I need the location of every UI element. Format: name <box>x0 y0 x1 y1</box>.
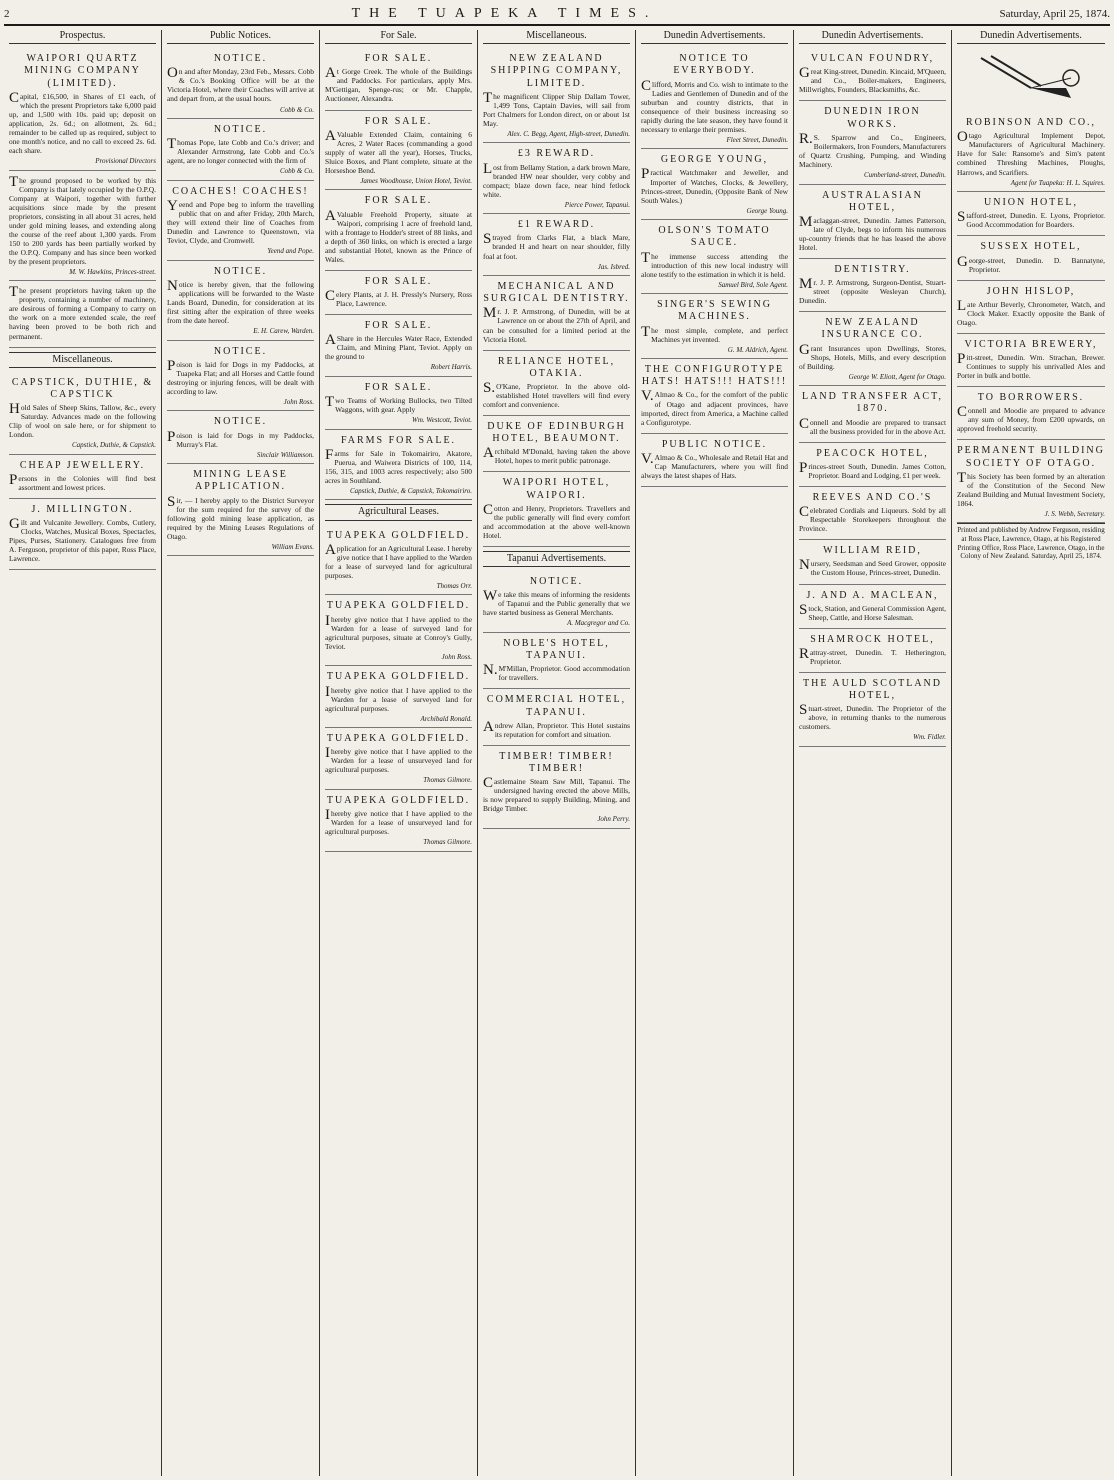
ad-signature: E. H. Carew, Warden. <box>253 327 314 336</box>
ad-body: V.Almao & Co., for the comfort of the public of Otago and adjacent provinces, have imported, direct from America, a Machine called a Configurotype. <box>641 388 788 427</box>
ad-title: NOTICE. <box>213 265 268 277</box>
ad-body: Application for an Agricultural Lease. I hereby give notice that I have applied to the Warden for a lease of surveyed land for agricultural purposes. <box>325 541 472 580</box>
advertisement <box>957 387 1105 440</box>
ad-body: Poison is laid for Dogs in my Paddocks, at Tuapeka Flat; and all Horses and Cattle found destroying or injuring fences, will be dealt with according to law. <box>167 357 314 396</box>
ad-title: LAND TRANSFER ACT, 1870. <box>802 391 943 415</box>
advertisement <box>957 112 1105 192</box>
ad-body: We take this means of informing the residents of Tapanui and the Public generally that we have started business as General Merchants. <box>483 588 630 618</box>
ad-body: Strayed from Clarks Flat, a black Mare, branded H and heart on near shoulder, filly foal at foot. <box>483 231 630 261</box>
advertisement <box>325 271 472 315</box>
advertisement <box>957 440 1105 523</box>
ad-title: REEVES AND CO.'S <box>812 491 933 503</box>
ad-title: CHEAP JEWELLERY. <box>19 459 146 471</box>
ad-signature: M. W. Hawkins, Princes-street. <box>69 267 156 276</box>
columns <box>4 30 1110 1476</box>
advertisement <box>9 48 156 170</box>
advertisement <box>799 487 946 540</box>
ad-signature: Jas. Isbred. <box>597 262 630 271</box>
ad-body: Persons in the Colonies will find best assortment and lowest prices. <box>9 471 156 492</box>
advertisement <box>325 377 472 430</box>
ad-title: £1 REWARD. <box>517 219 596 231</box>
ad-signature: George Young. <box>746 206 788 215</box>
ad-title: £3 REWARD. <box>517 148 596 160</box>
advertisement <box>799 101 946 184</box>
ad-title: FOR SALE. <box>364 115 433 127</box>
ad-body: Great King-street, Dunedin. Kincaid, M'Queen, and Co., Boiler-makers, Engineers, Millwrights, Founders, Blacksmiths, &c. <box>799 65 946 95</box>
ad-title: NOTICE. <box>213 345 268 357</box>
ad-signature: Wm. Fidler. <box>913 733 946 742</box>
advertisement <box>483 472 630 547</box>
ad-body: Connell and Moodie are prepared to transact all the business provided for in the above Act. <box>799 415 946 436</box>
ad-title: TUAPEKA GOLDFIELD. <box>326 671 471 683</box>
ad-title: WAIPORI QUARTZ MINING COMPANY (LIMITED). <box>24 53 141 89</box>
issue-date: Saturday, April 25, 1874. <box>999 8 1110 20</box>
section-heading: Tapanui Advertisements. <box>483 551 630 567</box>
advertisement <box>483 416 630 472</box>
ad-title: TUAPEKA GOLDFIELD. <box>326 733 471 745</box>
ad-body: Practical Watchmaker and Jeweller, and Importer of Watches, Clocks, & Jewellery, Princes-street, Dunedin, (Opposite Bank of New South Wales.) <box>641 166 788 205</box>
advertisement <box>799 48 946 101</box>
ad-title: WAIPORI HOTEL, WAIPORI. <box>502 477 611 501</box>
ad-body: N.M'Millan, Proprietor. Good accommodation for travellers. <box>483 662 630 683</box>
ad-signature: Thomas Gilmore. <box>423 776 472 785</box>
advertisement <box>483 351 630 416</box>
advertisement <box>483 276 630 351</box>
ad-body: The most simple, complete, and perfect Machines yet invented. <box>641 323 788 344</box>
advertisement <box>167 119 314 181</box>
ad-title: SUSSEX HOTEL, <box>980 241 1082 253</box>
advertisement <box>799 259 946 312</box>
ad-title: NOTICE. <box>213 53 268 65</box>
ad-title: PEACOCK HOTEL, <box>816 447 929 459</box>
ad-body: S.O'Kane, Proprietor. In the above old-established Hotel travellers will find every comfort and convenience. <box>483 379 630 409</box>
advertisement <box>483 746 630 829</box>
advertisement <box>957 281 1105 334</box>
ad-title: CAPSTICK, DUTHIE, & CAPSTICK <box>11 376 154 400</box>
ad-body: Pitt-street, Dunedin. Wm. Strachan, Brewer. Continues to supply his unrivalled Ales and Porter in bulk and bottle. <box>957 351 1105 381</box>
ad-title: MECHANICAL AND SURGICAL DENTISTRY. <box>483 281 630 305</box>
ad-signature: Capstick, Duthie, & Capstick. <box>72 441 156 450</box>
ad-signature: J. S. Webb, Secretary. <box>1044 509 1105 518</box>
ad-signature: Provisional Directors <box>95 156 156 165</box>
ad-body: Ihereby give notice that I have applied to the Warden for a lease of surveyed land for agricultural purposes, situate at Conroy's Gully, Teviot. <box>325 612 472 651</box>
ad-title: JOHN HISLOP, <box>986 285 1076 297</box>
ad-title: J. MILLINGTON. <box>31 504 134 515</box>
ad-body: The present proprietors having taken up the property, containing a number of machinery, are desirous of forming a Company to carry on the work on a more extended scale, the reef having been proved to be both rich and permanent. <box>9 284 156 341</box>
ad-signature: Sinclair Williamson. <box>256 450 314 459</box>
column-heading: Public Notices. <box>167 30 314 44</box>
advertisement <box>325 595 472 666</box>
ad-body: Mr. J. P. Armstrong, of Dunedin, will be at Lawrence on or about the 27th of April, and can be consulted for a limited period at the Victoria Hotel. <box>483 305 630 344</box>
ad-signature: Fleet Street, Dunedin. <box>726 135 788 144</box>
ad-signature: Cobb & Co. <box>279 105 314 114</box>
ad-body: Otago Agricultural Implement Depot, Manufacturers of Agricultural Machinery. Have for Sale: Ransome's and Sim's patent combined Threshing Machines, Ploughs, Harrows, and Scarifiers. <box>957 129 1105 177</box>
ad-title: RELIANCE HOTEL, OTAKIA. <box>497 355 616 379</box>
ad-body: R.S. Sparrow and Co., Engineers, Boilermakers, Iron Founders, Manufacturers of Quartz Crushing, Pumping, and Winding Machinery. <box>799 130 946 169</box>
ad-body: George-street, Dunedin. D. Bannatyne, Proprietor. <box>957 253 1105 274</box>
ad-title: AUSTRALASIAN HOTEL, <box>822 189 923 213</box>
newspaper-title: THE TUAPEKA TIMES. <box>351 6 658 21</box>
ad-signature: Agent for Tuapeka: H. L. Squires. <box>1010 178 1105 187</box>
ad-signature: A. Macgregor and Co. <box>567 619 630 628</box>
ad-body: On and after Monday, 23rd Feb., Messrs. Cobb & Co.'s Booking Office will be at the Victoria Hotel, where their Coaches will arrive at and depart from, at the usual hours. <box>167 65 314 104</box>
ad-title: THE CONFIGUROTYPE HATS! HATS!!! HATS!!! <box>641 364 788 388</box>
advertisement <box>9 281 156 347</box>
advertisement <box>799 673 946 747</box>
ad-title: TIMBER! TIMBER! TIMBER! <box>499 750 614 775</box>
ad-body: Hold Sales of Sheep Skins, Tallow, &c., every Saturday. Advances made on the following Clip of wool on sale here, or for shipment to London. <box>9 401 156 440</box>
advertisement <box>641 149 788 220</box>
advertisement <box>641 220 788 294</box>
advertisement <box>641 359 788 434</box>
advertisement <box>799 312 946 386</box>
ad-body: Notice is hereby given, that the following applications will be forwarded to the Waste Lands Board, Dunedin, for consideration at its first sitting after the expiration of three weeks from the date hereof. <box>167 277 314 326</box>
advertisement <box>325 190 472 270</box>
ad-title: WILLIAM REID, <box>823 545 922 557</box>
ad-title: NOTICE TO EVERYBODY. <box>673 53 756 77</box>
ad-title: FOR SALE. <box>364 275 433 287</box>
advertisement <box>325 48 472 110</box>
ad-title: FOR SALE. <box>364 195 433 207</box>
advertisement <box>483 689 630 745</box>
advertisement <box>799 629 946 673</box>
ad-body: Ihereby give notice that I have applied to the Warden for a lease of unsurveyed land for agricultural purposes. <box>325 807 472 837</box>
ad-title: COMMERCIAL HOTEL, TAPANUI. <box>486 694 627 718</box>
ad-title: MINING LEASE APPLICATION. <box>193 469 288 493</box>
ad-body: Rattray-street, Dunedin. T. Hetherington, Proprietor. <box>799 645 946 666</box>
section-heading: Miscellaneous. <box>9 352 156 368</box>
advertisement <box>167 48 314 119</box>
ad-title: TUAPEKA GOLDFIELD. <box>326 794 471 806</box>
advertisement <box>325 430 472 501</box>
advertisement <box>483 48 630 143</box>
ad-signature: Pierce Power, Tapanui. <box>564 200 630 209</box>
ad-signature: John Ross. <box>283 397 314 406</box>
advertisement <box>641 48 788 149</box>
ad-title: TUAPEKA GOLDFIELD. <box>326 600 471 612</box>
advertisement <box>799 386 946 442</box>
column-2 <box>162 30 320 1476</box>
ad-title: NOBLE'S HOTEL, TAPANUI. <box>503 637 610 662</box>
ad-title: NOTICE. <box>529 576 584 588</box>
column-1 <box>4 30 162 1476</box>
ad-body: Archibald M'Donald, having taken the above Hotel, hopes to merit public patronage. <box>483 445 630 466</box>
column-4 <box>478 30 636 1476</box>
ad-body: Sir, — I hereby apply to the District Surveyor for the sum required for the survey of the following gold mining lease application, as required by the Mining Leases Regulations of Otago. <box>167 493 314 541</box>
ad-body: Two Teams of Working Bullocks, two Tilted Waggons, with gear. Apply <box>325 394 472 415</box>
ad-body: Yeend and Pope beg to inform the travelling public that on and after Friday, 20th March, they will extend their line of Coaches from Dunedin and Lawrence to Queenstown, via Teviot, Clyde, and Cromwell. <box>167 198 314 246</box>
ad-title: SINGER'S SEWING MACHINES. <box>657 299 772 323</box>
printer-imprint: Printed and published by Andrew Ferguson, residing at Ross Place, Lawrence, Otago, at his Registered Printing Office, Ross Place, Lawrence, Otago, in the Colony of New Zealand. Saturday, April 25, 1874. <box>957 523 1105 560</box>
ad-signature: John Perry. <box>597 815 630 824</box>
ad-body: Maclaggan-street, Dunedin. James Patterson, late of Clyde, begs to inform his numerous up-country friends that he has leased the above Hotel. <box>799 213 946 252</box>
ad-body: Celebrated Cordials and Liqueurs. Sold by all Respectable Storekeepers throughout the Province. <box>799 504 946 534</box>
ad-signature: Thomas Orr. <box>436 581 472 590</box>
ad-body: Farms for Sale in Tokomairiro, Akatore, Puerua, and Waiwera Districts of 100, 114, 156, 315, and 1003 acres respectively; also 500 acres in Southland. <box>325 446 472 485</box>
ad-title: FOR SALE. <box>364 320 433 331</box>
column-heading: Miscellaneous. <box>483 30 630 44</box>
advertisement <box>799 540 946 584</box>
ad-title: FOR SALE. <box>364 381 433 393</box>
ad-title: J. AND A. MACLEAN, <box>806 589 939 601</box>
ad-body: Stuart-street, Dunedin. The Proprietor of the above, in returning thanks to the numerous customers. <box>799 702 946 732</box>
column-5 <box>636 30 794 1476</box>
ad-body: The ground proposed to be worked by this Company is that lately occupied by the O.P.Q. Company at Waipori, together with further acquisitions since made by the present proprietors, consisting in all about 31 acres, held under gold mining leases, and extending along the course of the reef about 1,300 yards. From 150 to 200 yards has been partially worked by the O.P.Q. Company and has since been worked by the present proprietors. <box>9 173 156 266</box>
ad-body: AValuable Freehold Property, situate at Waipori, comprising 1 acre of freehold land, with a frontage to Hodder's street of 88 links, and a depth of 360 links, on which is erected a large and substantial Hotel, known as the Prince of Wales. <box>325 207 472 264</box>
ad-body: Gilt and Vulcanite Jewellery. Combs, Cutlery, Clocks, Watches, Musical Boxes, Spectacles, Pipes, Purses, Stationery. Catalogues free from A. Ferguson, proprietor of this paper, Ross Place, Lawrence. <box>9 516 156 564</box>
advertisement <box>167 341 314 412</box>
ad-title: GEORGE YOUNG, <box>660 154 769 166</box>
ad-body: The immense success attending the introduction of this new local industry will alone testify to the estimation in which it is held. <box>641 249 788 279</box>
advertisement <box>325 790 472 852</box>
ad-title: DUKE OF EDINBURGH HOTEL, BEAUMONT. <box>487 421 626 445</box>
ad-title: DUNEDIN IRON WORKS. <box>824 106 921 130</box>
advertisement <box>957 192 1105 236</box>
page-number: 2 <box>4 8 10 20</box>
advertisement <box>483 633 630 689</box>
column-heading: For Sale. <box>325 30 472 44</box>
advertisement <box>325 111 472 191</box>
ad-body: The magnificent Clipper Ship Dallam Tower, 1,499 Tons, Captain Davies, will sail from Port Chalmers for London direct, on or about 1st May. <box>483 89 630 128</box>
advertisement <box>799 185 946 260</box>
plough-illustration <box>971 48 1091 108</box>
ad-body: Castlemaine Steam Saw Mill, Tapanui. The undersigned having erected the above Mills, is now prepared to supply Building, Mining, and Bridge Timber. <box>483 775 630 814</box>
ad-title: OLSON'S TOMATO SAUCE. <box>658 225 771 249</box>
ad-title: COACHES! COACHES! <box>172 185 309 197</box>
column-heading: Prospectus. <box>9 30 156 44</box>
ad-title: VULCAN FOUNDRY, <box>810 53 935 65</box>
ad-signature: Cumberland-street, Dunedin. <box>864 170 946 179</box>
advertisement <box>325 315 472 377</box>
ad-body: AValuable Extended Claim, containing 6 Acres, 2 Water Races (commanding a good supply of water all the year), Horses, Trucks, Sluice Boxes, and Plant complete, situate at the Horseshoe Bend. <box>325 127 472 175</box>
ad-body: Poison is laid for Dogs in my Paddocks, Murray's Flat. <box>167 428 314 449</box>
ad-title: NEW ZEALAND INSURANCE CO. <box>821 317 924 341</box>
advertisement <box>167 464 314 556</box>
advertisement <box>325 728 472 790</box>
column-3 <box>320 30 478 1476</box>
ad-title: NOTICE. <box>213 124 268 136</box>
ad-body: Thomas Pope, late Cobb and Co.'s driver; and Alexander Armstrong, late Cobb and Co.'s agent, are no longer connected with the firm of <box>167 136 314 166</box>
ad-body: Connell and Moodie are prepared to advance any sum of Money, from £200 upwards, on approved freehold security. <box>957 404 1105 434</box>
ad-title: DENTISTRY. <box>834 264 911 275</box>
ad-title: NEW ZEALAND SHIPPING COMPANY, LIMITED. <box>490 53 623 89</box>
advertisement <box>167 411 314 464</box>
ad-signature: Robert Harris. <box>430 363 472 372</box>
ad-signature: Samuel Bird, Sole Agent. <box>718 280 788 289</box>
ad-signature: John Ross. <box>441 652 472 661</box>
ad-body: Grant Insurances upon Dwellings, Stores, Shops, Hotels, Mills, and every description of Building. <box>799 341 946 371</box>
masthead <box>4 4 1110 26</box>
ad-title: UNION HOTEL, <box>984 197 1078 209</box>
advertisement <box>957 334 1105 387</box>
advertisement <box>9 499 156 570</box>
ad-body: Cotton and Henry, Proprietors. Travellers and the public generally will find every comfort and accommodation at the above well-known Hotel. <box>483 501 630 540</box>
column-heading: Dunedin Advertisements. <box>799 30 946 44</box>
ad-signature: Thomas Gilmore. <box>423 838 472 847</box>
ad-body: Andrew Allan, Proprietor. This Hotel sustains its reputation for comfort and situation. <box>483 718 630 739</box>
ad-body: Stafford-street, Dunedin. E. Lyons, Proprietor. Good Accommodation for Boarders. <box>957 209 1105 230</box>
ad-title: TUAPEKA GOLDFIELD. <box>326 529 471 541</box>
ad-title: TO BORROWERS. <box>977 392 1085 404</box>
ad-body: Capital, £16,500, in Shares of £1 each, of which the present Proprietors take 6,000 paid up, and 1,500 with 10s. paid up; deposit on application, 2s. 6d.; on allotment, 2s. 6d.; remainder to be called up as required, subject to one month's notice, and no call to exceed 2s. 6d. each share. <box>9 89 156 155</box>
advertisement <box>483 143 630 214</box>
ad-signature: Cobb & Co. <box>279 167 314 176</box>
advertisement <box>483 214 630 276</box>
advertisement <box>9 455 156 499</box>
ad-title: PERMANENT BUILDING SOCIETY OF OTAGO. <box>957 445 1105 469</box>
advertisement <box>325 666 472 728</box>
advertisement <box>9 171 156 282</box>
ad-body: AShare in the Hercules Water Race, Extended Claim, and Mining Plant, Teviot. Apply on the ground to <box>325 332 472 362</box>
column-heading: Dunedin Advertisements. <box>641 30 788 44</box>
ad-signature: Alex. C. Begg, Agent, High-street, Dunedin. <box>507 129 630 138</box>
column-6 <box>794 30 952 1476</box>
ad-body: Mr. J. P. Armstrong, Surgeon-Dentist, Stuart-street (opposite Wesleyan Church), Dunedin. <box>799 276 946 306</box>
ad-signature: George W. Eliott, Agent for Otago. <box>848 372 946 381</box>
advertisement <box>167 181 314 261</box>
advertisement <box>641 434 788 487</box>
column-heading: Dunedin Advertisements. <box>957 30 1105 44</box>
advertisement <box>325 525 472 596</box>
advertisement <box>483 571 630 633</box>
ad-body: Lost from Bellamy Station, a dark brown Mare, branded HW near shoulder, very cobby and compact; blaze down face, near hind fetlock white. <box>483 160 630 199</box>
ad-title: FOR SALE. <box>364 53 433 65</box>
ad-signature: Archibald Ronald. <box>420 714 472 723</box>
advertisement <box>9 372 156 455</box>
ad-body: Stock, Station, and General Commission Agent, Sheep, Cattle, and Horse Salesman. <box>799 601 946 622</box>
ad-title: ROBINSON AND CO., <box>965 117 1097 129</box>
advertisement <box>641 294 788 359</box>
ad-title: FARMS FOR SALE. <box>340 434 457 446</box>
ad-body: This Society has been formed by an alteration of the Constitution of the Second New Zealand Building and Mutual Investment Society, 1864. <box>957 469 1105 508</box>
ad-signature: Yeend and Pope. <box>267 247 314 256</box>
ad-body: V.Almao & Co., Wholesale and Retail Hat and Cap Manufacturers, where you will find always the latest shapes of Hats. <box>641 450 788 480</box>
ad-body: Princes-street South, Dunedin. James Cotton, Proprietor. Board and Lodging, £1 per week. <box>799 459 946 480</box>
ad-signature: William Evans. <box>271 542 314 551</box>
ad-signature: G. M. Aldrich, Agent. <box>727 345 788 354</box>
advertisement <box>799 585 946 629</box>
ad-signature: James Woodhouse, Union Hotel, Teviot. <box>360 176 472 185</box>
ad-title: PUBLIC NOTICE. <box>661 438 768 450</box>
advertisement <box>167 261 314 341</box>
column-7 <box>952 30 1110 1476</box>
ad-body: Celery Plants, at J. H. Pressly's Nursery, Ross Place, Lawrence. <box>325 287 472 308</box>
ad-body: Ihereby give notice that I have applied to the Warden for a lease of unsurveyed land for agricultural purposes. <box>325 745 472 775</box>
advertisement <box>957 236 1105 280</box>
ad-title: NOTICE. <box>213 416 268 428</box>
ad-body: Nursery, Seedsman and Seed Grower, opposite the Custom House, Princes-street, Dunedin. <box>799 557 946 578</box>
ad-body: Clifford, Morris and Co. wish to intimate to the Ladies and Gentlemen of Dunedin and of the suburban and country districts, that in consequence of their business increasing so rapidly during the late season, they have found it necessary to enlarge their premises. <box>641 77 788 134</box>
ad-body: Late Arthur Beverly, Chronometer, Watch, and Clock Maker. Exactly opposite the Bank of Otago. <box>957 297 1105 327</box>
advertisement <box>799 443 946 487</box>
ad-body: At Gorge Creek. The whole of the Buildings and Paddocks. For particulars, apply Mrs. M'Gettigan, Spenge-rus; or Mr. Chapple, Auctioneer, Alexandra. <box>325 65 472 104</box>
section-heading: Agricultural Leases. <box>325 504 472 520</box>
ad-title: THE AULD SCOTLAND HOTEL, <box>803 678 942 702</box>
ad-signature: Wm. Westcott, Teviot. <box>412 416 472 425</box>
ad-title: VICTORIA BREWERY, <box>964 338 1098 350</box>
ad-signature: Capstick, Duthie, & Capstick, Tokomairiro. <box>350 486 472 495</box>
ad-title: SHAMROCK HOTEL, <box>810 633 935 645</box>
ad-body: Ihereby give notice that I have applied to the Warden for a lease of surveyed land for agricultural purposes. <box>325 683 472 713</box>
